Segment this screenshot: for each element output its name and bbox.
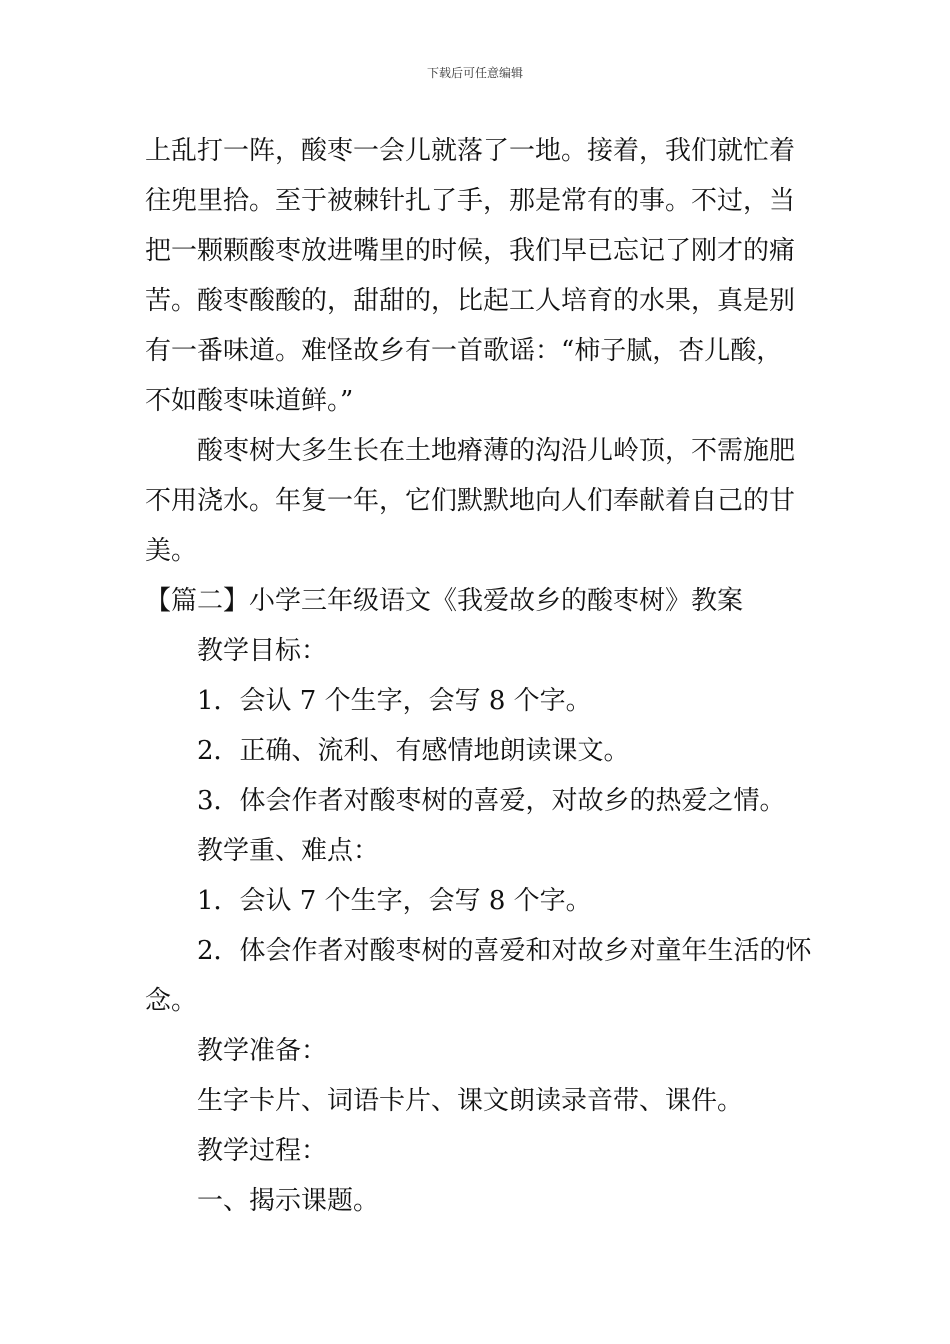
section-heading: 【篇二】小学三年级语文《我爱故乡的酸枣树》教案 — [145, 586, 744, 616]
text-line: 生字卡片、词语卡片、课文朗读录音带、课件。 — [197, 1086, 744, 1116]
document-body — [145, 126, 810, 1226]
subheading-teaching-goals: 教学目标： — [197, 636, 328, 666]
text-line: 上乱打一阵，酸枣一会儿就落了一地。接着，我们就忙着 — [145, 136, 796, 166]
list-item: 3．体会作者对酸枣树的喜爱，对故乡的热爱之情。 — [197, 786, 786, 816]
list-item: 2．正确、流利、有感情地朗读课文。 — [197, 736, 630, 766]
list-item: 1．会认 7 个生字，会写 8 个字。 — [197, 686, 592, 716]
text-line: 苦。酸枣酸酸的，甜甜的，比起工人培育的水果，真是别 — [145, 286, 796, 316]
list-item: 1．会认 7 个生字，会写 8 个字。 — [197, 886, 592, 916]
subheading-key-points: 教学重、难点： — [197, 836, 380, 866]
subheading-preparation: 教学准备： — [197, 1036, 328, 1066]
text-line: 往兜里拾。至于被棘针扎了手，那是常有的事。不过，当 — [145, 186, 796, 216]
text-line: 美。 — [145, 536, 198, 566]
paragraph-start: 酸枣树大多生长在土地瘠薄的沟沿儿岭顶，不需施肥 — [197, 436, 796, 466]
text-line: 不用浇水。年复一年，它们默默地向人们奉献着自己的甘 — [145, 486, 796, 516]
list-item: 2．体会作者对酸枣树的喜爱和对故乡对童年生活的怀 — [197, 936, 812, 966]
text-line: 念。 — [145, 986, 198, 1016]
subheading-process: 教学过程： — [197, 1136, 328, 1166]
text-line: 有一番味道。难怪故乡有一首歌谣：“柿子腻，杏儿酸， — [145, 336, 783, 366]
text-line: 不如酸枣味道鲜。” — [145, 386, 354, 416]
header-note: 下载后可任意编辑 — [426, 66, 523, 80]
text-line: 一、揭示课题。 — [197, 1186, 380, 1216]
text-line: 把一颗颗酸枣放进嘴里的时候，我们早已忘记了刚才的痛 — [145, 236, 796, 266]
